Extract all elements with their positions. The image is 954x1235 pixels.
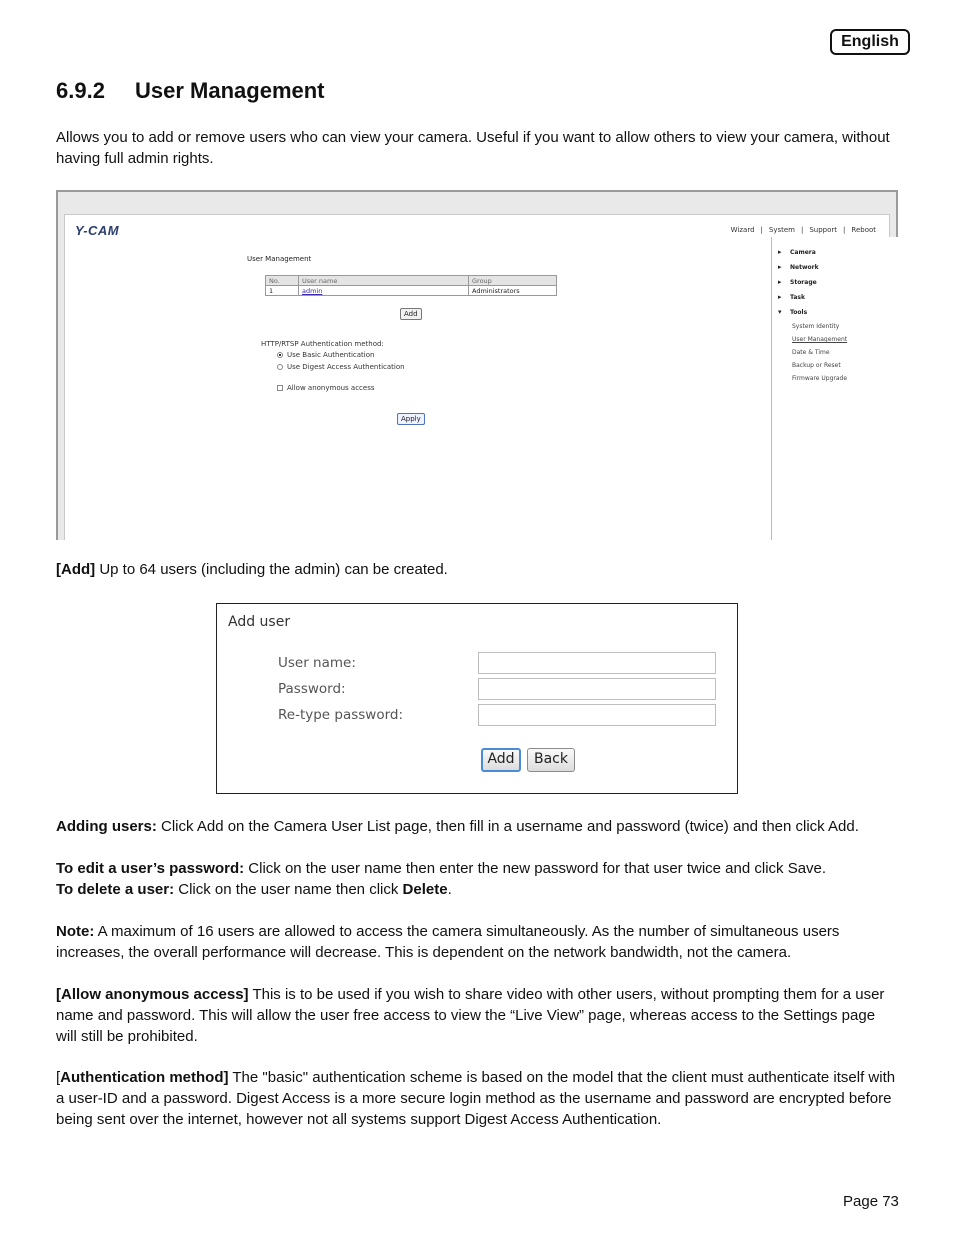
auth-basic-option[interactable] bbox=[277, 351, 374, 359]
add-note-paragraph bbox=[56, 559, 896, 580]
retype-password-input[interactable] bbox=[478, 704, 716, 726]
anonymous-access-label: [Allow anonymous access] bbox=[56, 986, 249, 1003]
col-user-name: User name bbox=[299, 276, 469, 286]
adding-users-label: Adding users: bbox=[56, 818, 157, 835]
nav-separator: | bbox=[760, 226, 763, 234]
caret-right-icon: ▸ bbox=[778, 293, 782, 301]
caret-down-icon: ▾ bbox=[778, 308, 782, 316]
anonymous-access-text: This is to be used if you wish to share video with other users, without prompting them for a user name and password. This will allow the user free access to view the “Live View” page, whereas access to the Settings page will still be prohibited. bbox=[56, 986, 885, 1045]
ycam-logo: Y-CAM bbox=[75, 223, 120, 238]
retype-password-label: Re-type password: bbox=[278, 707, 404, 723]
caret-right-icon: ▸ bbox=[778, 263, 782, 271]
camera-top-nav bbox=[728, 226, 879, 234]
auth-digest-option[interactable] bbox=[277, 363, 405, 371]
anonymous-paragraph bbox=[56, 984, 896, 1047]
submenu-system-identity[interactable]: System Identity bbox=[792, 323, 840, 330]
nav-support[interactable]: Support bbox=[809, 226, 838, 234]
sidebar-item-tools[interactable] bbox=[778, 305, 900, 320]
intro-paragraph: Allows you to add or remove users who can view your camera. Useful if you want to allow others to view your camera, without having full admin rights. bbox=[56, 129, 890, 167]
note-text: A maximum of 16 users are allowed to access the camera simultaneously. As the number of simultaneous users increases, the overall performance will decrease. This is dependent on the network bandwidth, not the camera. bbox=[56, 923, 840, 961]
sidebar-item-camera[interactable] bbox=[778, 245, 900, 260]
nav-separator: | bbox=[801, 226, 804, 234]
delete-period: . bbox=[447, 881, 452, 898]
sidebar-item-label: Storage bbox=[790, 279, 817, 286]
sidebar-item-task[interactable] bbox=[778, 290, 900, 305]
nav-reboot[interactable]: Reboot bbox=[851, 226, 876, 234]
auth-method-label: HTTP/RTSP Authentication method: bbox=[261, 340, 384, 348]
auth-method-label-bold: Authentication method] bbox=[60, 1069, 229, 1086]
col-no: No. bbox=[266, 276, 299, 286]
auth-method-text: The "basic" authentication scheme is based on the model that the client must authenticate itself with a user-ID and a password. Digest Access is a more secure login method as the username and password are encrypted before being sent over the internet, however not all systems support Digest Access Authentication. bbox=[56, 1069, 896, 1128]
section-number: 6.9.2 bbox=[56, 78, 105, 103]
delete-user-label: To delete a user: bbox=[56, 881, 175, 898]
page-number: Page 73 bbox=[843, 1193, 899, 1210]
password-label: Password: bbox=[278, 681, 346, 697]
nav-wizard[interactable]: Wizard bbox=[730, 226, 755, 234]
submenu-firmware-upgrade[interactable]: Firmware Upgrade bbox=[792, 375, 848, 382]
user-table-header bbox=[266, 276, 557, 286]
sidebar-item-label: Network bbox=[790, 264, 819, 271]
submenu-user-management[interactable]: User Management bbox=[792, 336, 848, 343]
auth-digest-label: Use Digest Access Authentication bbox=[287, 363, 405, 371]
user-link-admin[interactable]: admin bbox=[302, 286, 323, 295]
note-paragraph bbox=[56, 921, 896, 963]
camera-ui-page bbox=[64, 214, 890, 540]
add-user-dialog bbox=[216, 603, 738, 794]
user-table bbox=[265, 275, 557, 296]
sidebar-item-label: Camera bbox=[790, 249, 816, 256]
sidebar-item-label: Tools bbox=[790, 309, 808, 316]
edit-delete-paragraph bbox=[56, 858, 896, 900]
camera-page-heading: User Management bbox=[247, 255, 312, 263]
anonymous-checkbox[interactable] bbox=[277, 385, 283, 391]
caret-right-icon: ▸ bbox=[778, 278, 782, 286]
tools-submenu bbox=[772, 320, 900, 385]
col-group: Group bbox=[469, 276, 557, 286]
sidebar-item-label: Task bbox=[790, 294, 805, 301]
dialog-title: Add user bbox=[228, 614, 291, 630]
auth-method-paragraph bbox=[56, 1067, 896, 1130]
sidebar-item-storage[interactable] bbox=[778, 275, 900, 290]
camera-sidebar bbox=[771, 237, 900, 540]
apply-button[interactable]: Apply bbox=[397, 413, 425, 425]
section-title-text: User Management bbox=[135, 78, 325, 103]
add-note-text: Up to 64 users (including the admin) can be created. bbox=[95, 561, 448, 578]
radio-basic[interactable] bbox=[277, 352, 283, 358]
add-note-label: [Add] bbox=[56, 561, 96, 578]
auth-method-prefix: [ bbox=[56, 1069, 61, 1086]
edit-password-text: Click on the user name then enter the new password for that user twice and click Save. bbox=[244, 860, 827, 877]
dialog-add-button[interactable]: Add bbox=[481, 748, 521, 772]
username-label: User name: bbox=[278, 655, 356, 671]
note-label: Note: bbox=[56, 923, 95, 940]
camera-main-content bbox=[65, 237, 765, 540]
anonymous-label: Allow anonymous access bbox=[287, 384, 375, 392]
auth-basic-label: Use Basic Authentication bbox=[287, 351, 375, 359]
add-user-button[interactable]: Add bbox=[400, 308, 422, 320]
dialog-back-button[interactable]: Back bbox=[527, 748, 575, 772]
nav-separator: | bbox=[843, 226, 846, 234]
adding-users-text: Click Add on the Camera User List page, then fill in a username and password (twice) and then click Add. bbox=[156, 818, 859, 835]
nav-system[interactable]: System bbox=[768, 226, 795, 234]
cell-no: 1 bbox=[266, 286, 299, 296]
edit-password-label: To edit a user’s password: bbox=[56, 860, 245, 877]
table-row bbox=[266, 286, 557, 296]
cell-user-name bbox=[299, 286, 469, 296]
radio-digest[interactable] bbox=[277, 364, 283, 370]
sidebar-item-network[interactable] bbox=[778, 260, 900, 275]
section-title bbox=[56, 78, 325, 104]
password-input[interactable] bbox=[478, 678, 716, 700]
submenu-date-time[interactable]: Date & Time bbox=[792, 349, 830, 356]
cell-group: Administrators bbox=[469, 286, 557, 296]
language-badge: English bbox=[830, 29, 910, 55]
delete-keyword: Delete bbox=[402, 881, 448, 898]
delete-user-text: Click on the user name then click bbox=[174, 881, 403, 898]
anonymous-access-option[interactable] bbox=[277, 384, 375, 392]
adding-users-paragraph bbox=[56, 816, 896, 837]
caret-right-icon: ▸ bbox=[778, 248, 782, 256]
camera-ui-screenshot bbox=[56, 190, 898, 540]
submenu-backup-reset[interactable]: Backup or Reset bbox=[792, 362, 841, 369]
username-input[interactable] bbox=[478, 652, 716, 674]
